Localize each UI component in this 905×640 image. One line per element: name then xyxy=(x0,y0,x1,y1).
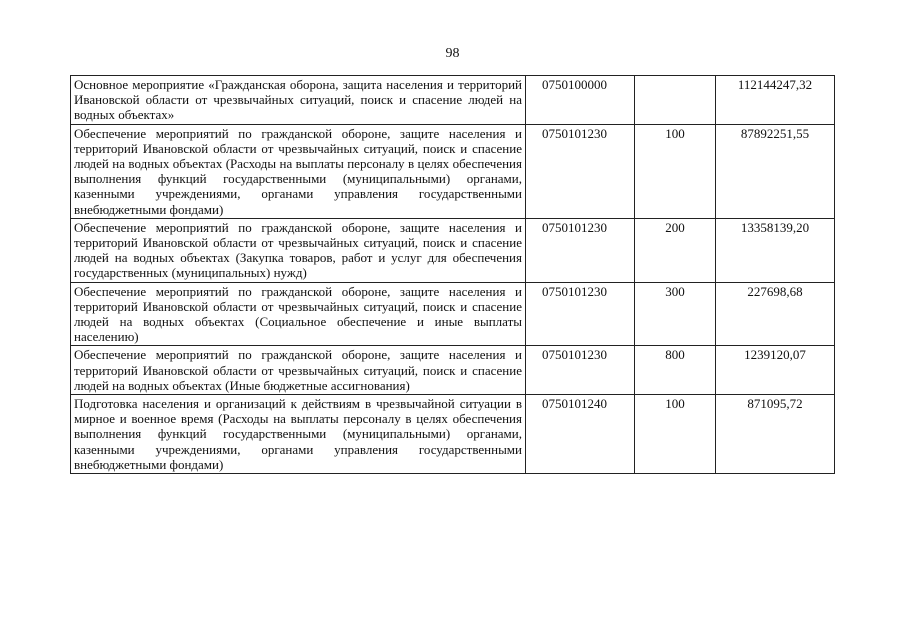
table-row xyxy=(71,124,835,218)
row-description: Обеспечение мероприятий по гражданской обороне, защите населения и территорий Ивановской области от чрезвычайных ситуаций, поиск и спасение людей на водных объектах (Социальное обеспечение и иные выплаты населению) xyxy=(71,282,526,346)
expense-type-code: 100 xyxy=(635,395,716,474)
target-article-code: 0750101230 xyxy=(526,346,635,395)
target-article-code: 0750101230 xyxy=(526,124,635,218)
row-description: Основное мероприятие «Гражданская оборона, защита населения и территорий Ивановской области от чрезвычайных ситуаций, поиск и спасение людей на водных объектах» xyxy=(71,76,526,125)
target-article-code: 0750100000 xyxy=(526,76,635,125)
target-article-code: 0750101240 xyxy=(526,395,635,474)
expense-type-code: 200 xyxy=(635,218,716,282)
table-row xyxy=(71,282,835,346)
row-description: Обеспечение мероприятий по гражданской обороне, защите населения и территорий Ивановской области от чрезвычайных ситуаций, поиск и спасение людей на водных объектах (Иные бюджетные ассигнования) xyxy=(71,346,526,395)
row-amount: 13358139,20 xyxy=(716,218,835,282)
table-row xyxy=(71,76,835,125)
row-amount: 871095,72 xyxy=(716,395,835,474)
target-article-code: 0750101230 xyxy=(526,218,635,282)
expense-type-code: 100 xyxy=(635,124,716,218)
row-description: Подготовка населения и организаций к действиям в чрезвычайной ситуации в мирное и военное время (Расходы на выплаты персоналу в целях обеспечения выполнения функций государственными (муниципальными) органами, казенными учреждениями, органами управления государственными внебюджетными фондами) xyxy=(71,395,526,474)
row-amount: 112144247,32 xyxy=(716,76,835,125)
expense-type-code: 300 xyxy=(635,282,716,346)
row-description: Обеспечение мероприятий по гражданской обороне, защите населения и территорий Ивановской области от чрезвычайных ситуаций, поиск и спасение людей на водных объектах (Расходы на выплаты персоналу в целях обеспечения выполнения функций государственными (муниципальными) органами, казенными учреждениями, органами управления государственными внебюджетными фондами) xyxy=(71,124,526,218)
row-amount: 1239120,07 xyxy=(716,346,835,395)
row-amount: 227698,68 xyxy=(716,282,835,346)
table-row xyxy=(71,395,835,474)
expense-type-code xyxy=(635,76,716,125)
expense-type-code: 800 xyxy=(635,346,716,395)
table-row xyxy=(71,346,835,395)
table-row xyxy=(71,218,835,282)
row-description: Обеспечение мероприятий по гражданской обороне, защите населения и территорий Ивановской области от чрезвычайных ситуаций, поиск и спасение людей на водных объектах (Закупка товаров, работ и услуг для обеспечения государственных (муниципальных) нужд) xyxy=(71,218,526,282)
target-article-code: 0750101230 xyxy=(526,282,635,346)
page-number: 98 xyxy=(445,46,460,61)
row-amount: 87892251,55 xyxy=(716,124,835,218)
budget-table xyxy=(70,75,835,474)
